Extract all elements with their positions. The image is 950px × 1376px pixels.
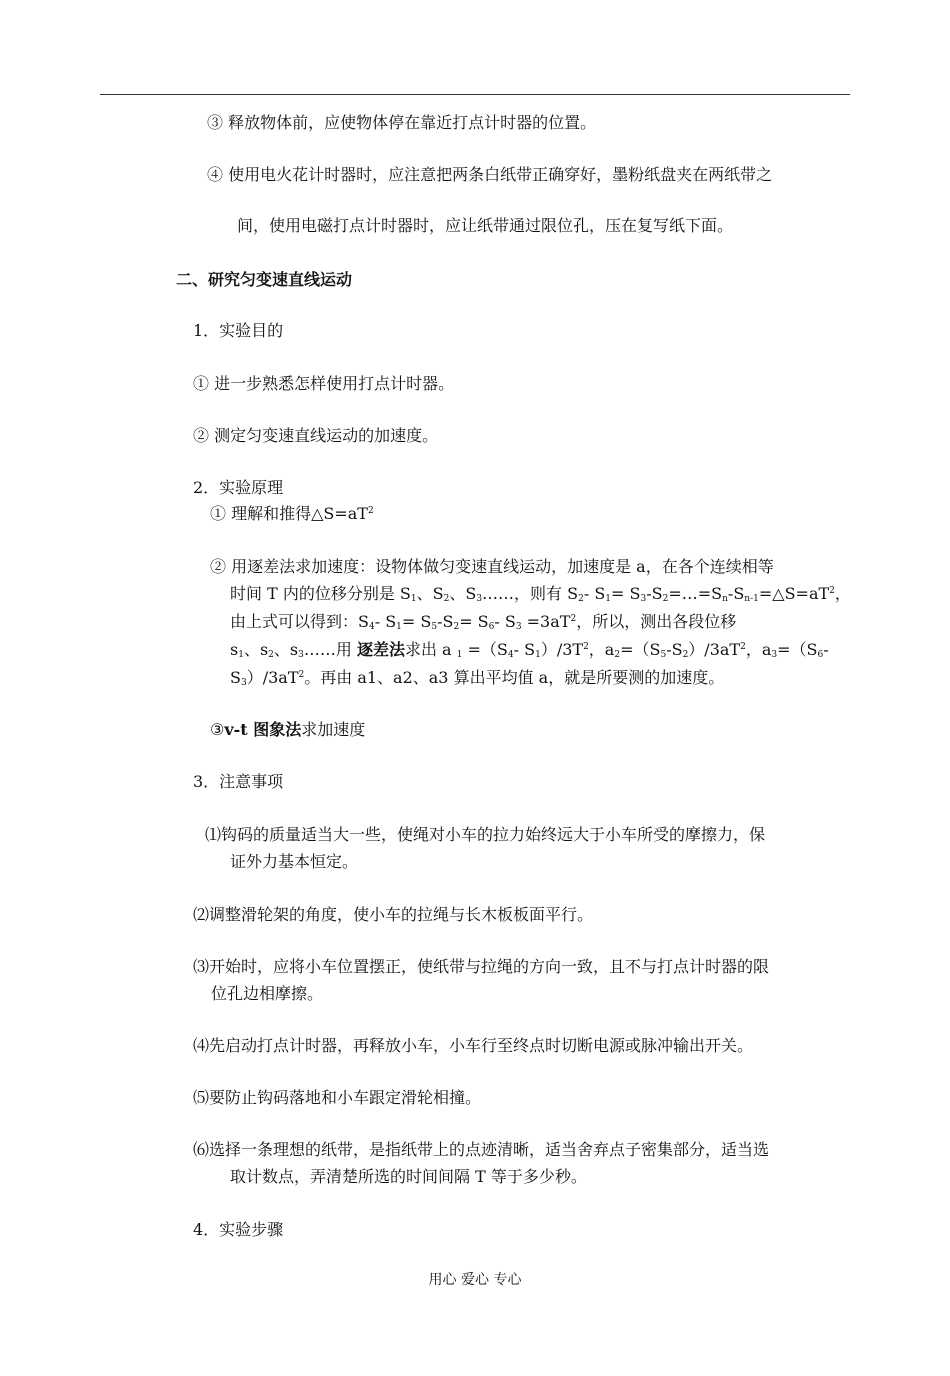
notes-item-1-line-1: ⑴钩码的质量适当大一些，使绳对小车的拉力始终远大于小车所受的摩擦力，保 bbox=[205, 825, 766, 844]
principle-item-2-line-2: 时间 T 内的位移分别是 $S_1$、$S_2$、$S_3\dots\dots$，则有 $S_2-$ $S_1=$ $S_3-S_2=\dots=S_n-S_{n-1}=\triangle S=aT^2$， bbox=[230, 584, 851, 604]
notes-item-4: ⑷先启动打点计时器，再释放小车，小车行至终点时切断电源或脉冲输出开关。 bbox=[193, 1036, 754, 1055]
notes-item-2: ⑵调整滑轮架的角度，使小车的拉绳与长木板板面平行。 bbox=[193, 905, 594, 924]
purpose-item-2: ② 测定匀变速直线运动的加速度。 bbox=[193, 426, 439, 445]
note-item-4-line-1: ④ 使用电火花计时器时，应注意把两条白纸带正确穿好，墨粉纸盘夹在两纸带之 bbox=[207, 165, 773, 184]
steps-title: 4．实验步骤 bbox=[193, 1220, 284, 1239]
principle-item-2-line-1: ② 用逐差法求加速度：设物体做匀变速直线运动，加速度是 a，在各个连续相等 bbox=[210, 557, 774, 576]
section-heading: 二、研究匀变速直线运动 bbox=[176, 270, 353, 289]
notes-item-5: ⑸要防止钩码落地和小车跟定滑轮相撞。 bbox=[193, 1088, 482, 1107]
principle-item-2-line-4: $s_1$、$s_2$、$s_3\dots\dots$用 逐差法求出 a $_1 =(S_4-$ $S_1)/3T^2$，$a_2=(S_5-S_2)/3aT^2$，$a_3=(S_6-$ bbox=[230, 640, 829, 660]
header-rule bbox=[100, 94, 850, 95]
notes-item-6-line-1: ⑹选择一条理想的纸带，是指纸带上的点迹清晰，适当舍弃点子密集部分，适当选 bbox=[193, 1140, 770, 1159]
principle-item-3: ③v-t 图象法求加速度 bbox=[210, 720, 366, 739]
purpose-title: 1．实验目的 bbox=[193, 321, 284, 340]
note-item-3: ③ 释放物体前，应使物体停在靠近打点计时器的位置。 bbox=[207, 113, 597, 132]
principle-item-2-line-5: $S_3)/3aT^2$。再由 a1、a2、a3 算出平均值 a，就是所要测的加速度。 bbox=[230, 668, 725, 688]
principle-item-2-line-3: 由上式可以得到：$S_4-$ $S_1= S_5-S_2= S_6-$ $S_3 =3aT^2$，所以，测出各段位移 bbox=[230, 612, 737, 632]
notes-item-1-line-2: 证外力基本恒定。 bbox=[230, 852, 359, 871]
purpose-item-1: ① 进一步熟悉怎样使用打点计时器。 bbox=[193, 374, 455, 393]
principle-item-1: ① 理解和推得$\triangle S=aT^2$ bbox=[210, 504, 374, 523]
page-footer: 用心 爱心 专心 bbox=[428, 1272, 522, 1288]
principle-title: 2．实验原理 bbox=[193, 478, 284, 497]
notes-title: 3．注意事项 bbox=[193, 772, 284, 791]
note-item-4-line-2: 间，使用电磁打点计时器时，应让纸带通过限位孔，压在复写纸下面。 bbox=[237, 216, 734, 235]
notes-item-3-line-2: 位孔边相摩擦。 bbox=[211, 984, 324, 1003]
notes-item-3-line-1: ⑶开始时，应将小车位置摆正，使纸带与拉绳的方向一致，且不与打点计时器的限 bbox=[193, 957, 770, 976]
notes-item-6-line-2: 取计数点，弄清楚所选的时间间隔 T 等于多少秒。 bbox=[230, 1167, 587, 1186]
